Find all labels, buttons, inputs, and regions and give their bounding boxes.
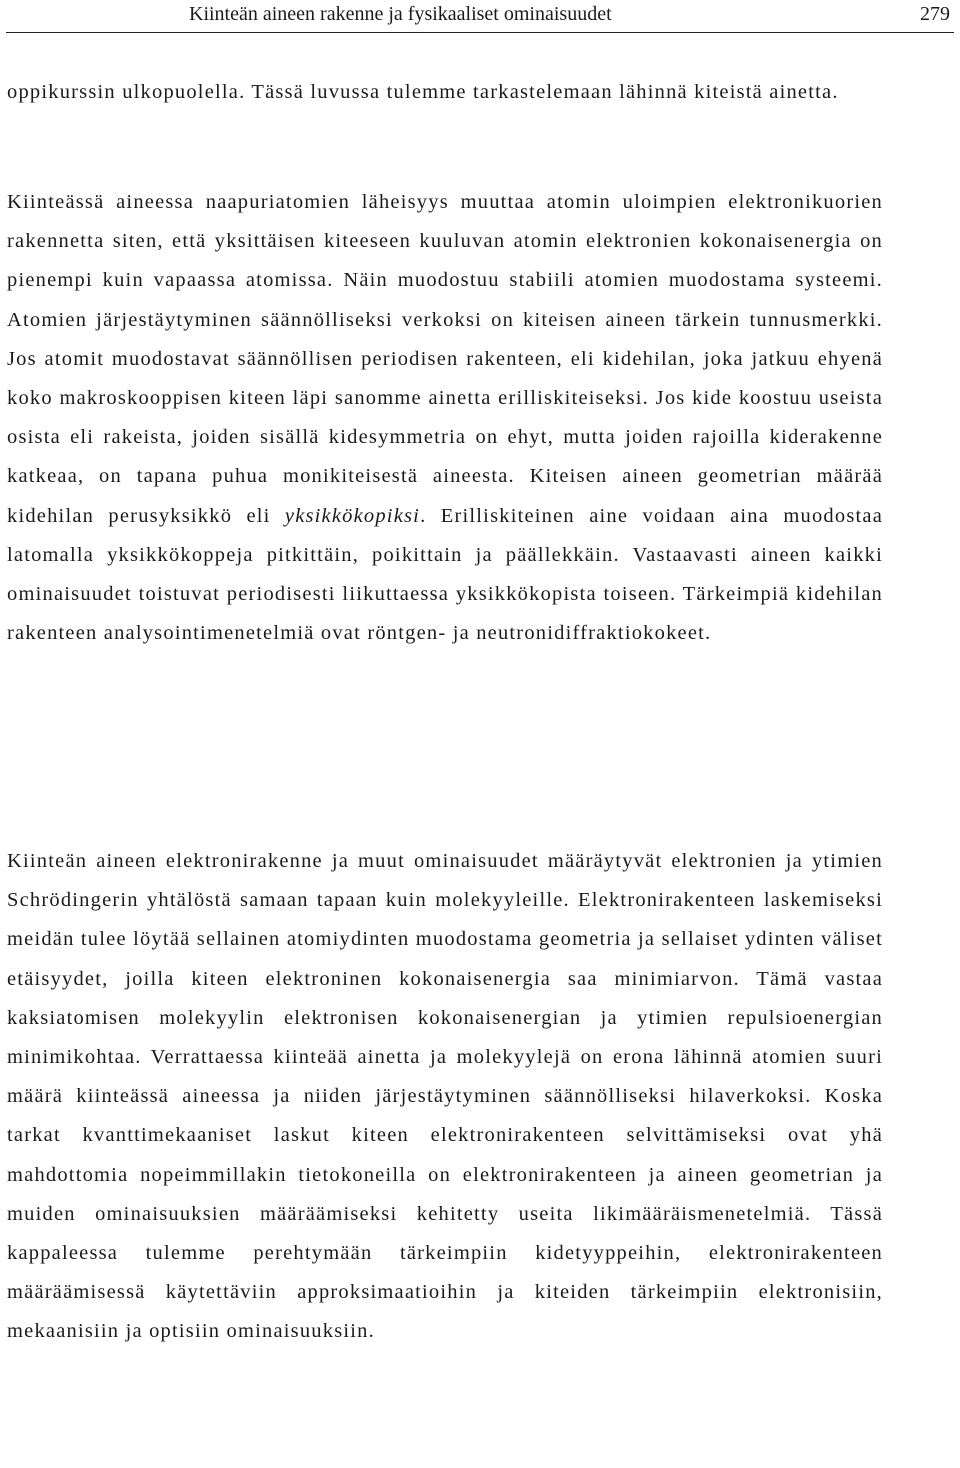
running-header-title: Kiinteän aineen rakenne ja fysikaaliset ominaisuudet xyxy=(189,3,612,25)
paragraph-crystal-structure-text-1: Kiinteässä aineessa naapuriatomien läheisyys muuttaa atomin uloimpien elektronikuorien rakennetta siten, että yksittäisen kiteeseen kuuluvan atomin elektronien kokonaisenergia on pienempi kuin vapaassa atomissa. Näin muodostuu stabiili atomien muodostama systeemi. Atomien järjestäytyminen säännölliseksi verkoksi on kiteisen aineen tärkein tunnusmerkki. Jos atomit muodostavat säännöllisen periodisen rakenteen, eli kidehilan, joka jatkuu ehyenä koko makroskooppisen kiteen läpi sanomme ainetta erilliskiteiseksi. Jos kide koostuu useista osista eli rakeista, joiden sisällä kidesymmetria on ehyt, mutta joiden rajoilla kiderakenne katkeaa, on tapana puhua monikiteisestä aineesta. Kiteisen aineen geometrian määrää kidehilan perusyksikkö eli xyxy=(7,191,883,527)
page-number: 279 xyxy=(920,3,950,25)
paragraph-crystal-structure xyxy=(7,183,883,653)
paragraph-intro-end: oppikurssin ulkopuolella. Tässä luvussa tulemme tarkastelemaan lähinnä kiteistä ainetta. xyxy=(7,81,839,103)
running-header xyxy=(6,0,954,33)
unit-cell-term: yksikkökopiksi xyxy=(284,504,421,527)
paragraph-electronic-structure: Kiinteän aineen elektronirakenne ja muut ominaisuudet määräytyvät elektronien ja ytimien Schrödingerin yhtälöstä samaan tapaan kuin molekyyleille. Elektronirakenteen laskemiseksi meidän tulee löytää sellainen atomiydinten muodostama geometria ja sellaiset ydinten väliset etäisyydet, joilla kiteen elektroninen kokonaisenergia saa minimiarvon. Tämä vastaa kaksiatomisen molekyylin elektronisen kokonaisenergian ja ytimien repulsioenergian minimikohtaa. Verrattaessa kiinteää ainetta ja molekyylejä on erona lähinnä atomien suuri määrä kiinteässä aineessa ja niiden järjestäytyminen säännölliseksi hilaverkoksi. Koska tarkat kvanttimekaaniset laskut kiteen elektronirakenteen selvittämiseksi ovat yhä mahdottomia nopeimmillakin tietokoneilla on elektronirakenteen ja aineen geometrian ja muiden ominaisuuksien määräämiseksi kehitetty useita likimääräismenetelmiä. Tässä kappaleessa tulemme perehtymään tärkeimpiin kidetyyppeihin, elektronirakenteen määräämisessä käytettäviin approksimaatioihin ja kiteiden tärkeimpiin elektronisiin, mekaanisiin ja optisiin ominaisuuksiin. xyxy=(7,850,883,1343)
paragraph-crystal-structure-text-2: . Erilliskiteinen aine voidaan aina muodostaa latomalla yksikkökoppeja pitkittäin, poikittain ja päällekkäin. Vastaavasti aineen kaikki ominaisuudet toistuvat periodisesti liikuttaessa yksikkökopista toiseen. Tärkeimpiä kidehilan rakenteen analysointimenetelmiä ovat röntgen- ja neutronidiffraktiokokeet. xyxy=(7,504,883,645)
